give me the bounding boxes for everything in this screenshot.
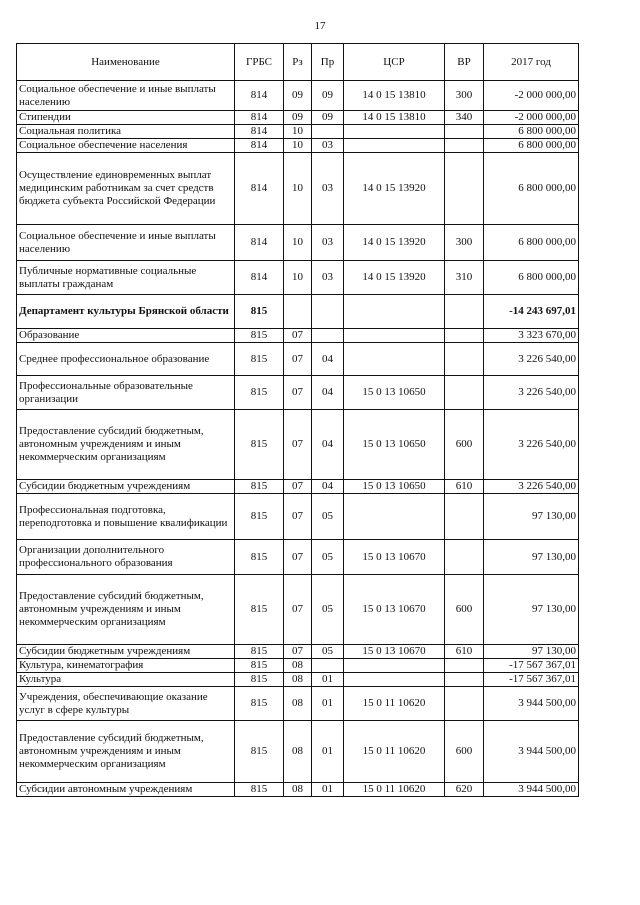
cell-name: Предоставление субсидий бюджетным, автономным учреждениям и иным некоммерческим организациям [17,410,235,480]
cell-rz: 08 [284,659,312,673]
cell-csr [344,295,445,329]
cell-vr: 600 [445,575,484,645]
cell-csr: 14 0 15 13810 [344,111,445,125]
cell-grbs: 815 [235,721,284,783]
cell-grbs: 815 [235,480,284,494]
cell-grbs: 815 [235,410,284,480]
cell-csr: 15 0 13 10670 [344,575,445,645]
cell-amount: 6 800 000,00 [484,225,579,261]
cell-vr: 300 [445,225,484,261]
cell-vr [445,494,484,540]
cell-grbs: 815 [235,376,284,410]
cell-amount: 6 800 000,00 [484,153,579,225]
cell-rz: 07 [284,329,312,343]
table-row [17,645,579,659]
cell-vr: 620 [445,783,484,797]
cell-csr [344,673,445,687]
cell-rz: 10 [284,139,312,153]
cell-pr: 03 [312,261,344,295]
cell-vr [445,329,484,343]
table-row [17,687,579,721]
cell-vr: 300 [445,81,484,111]
cell-vr [445,125,484,139]
cell-amount: -2 000 000,00 [484,81,579,111]
cell-name: Публичные нормативные социальные выплаты гражданам [17,261,235,295]
cell-pr: 09 [312,111,344,125]
table-row [17,376,579,410]
cell-rz: 07 [284,540,312,575]
cell-rz: 08 [284,687,312,721]
cell-csr: 15 0 13 10650 [344,480,445,494]
cell-pr: 03 [312,153,344,225]
cell-rz [284,295,312,329]
cell-pr [312,659,344,673]
cell-pr: 05 [312,540,344,575]
cell-grbs: 814 [235,225,284,261]
cell-vr: 610 [445,480,484,494]
cell-pr [312,295,344,329]
cell-name: Учреждения, обеспечивающие оказание услуг в сфере культуры [17,687,235,721]
cell-vr: 600 [445,721,484,783]
cell-vr [445,673,484,687]
cell-csr: 14 0 15 13810 [344,81,445,111]
cell-vr [445,153,484,225]
cell-name: Департамент культуры Брянской области [17,295,235,329]
cell-vr [445,376,484,410]
table-row [17,261,579,295]
cell-rz: 10 [284,125,312,139]
cell-grbs: 815 [235,494,284,540]
cell-rz: 10 [284,261,312,295]
cell-name: Предоставление субсидий бюджетным, автономным учреждениям и иным некоммерческим организациям [17,575,235,645]
cell-name: Субсидии бюджетным учреждениям [17,645,235,659]
cell-csr: 15 0 13 10650 [344,410,445,480]
header-row [17,44,579,81]
cell-amount: -14 243 697,01 [484,295,579,329]
header-rz: Рз [284,44,312,81]
cell-grbs: 815 [235,659,284,673]
cell-rz: 10 [284,153,312,225]
budget-table [16,43,579,797]
table-row [17,410,579,480]
cell-name: Субсидии автономным учреждениям [17,783,235,797]
cell-vr [445,295,484,329]
cell-vr: 600 [445,410,484,480]
cell-vr: 610 [445,645,484,659]
cell-csr: 15 0 13 10670 [344,645,445,659]
cell-csr [344,494,445,540]
page-number: 17 [314,20,326,32]
cell-pr: 09 [312,81,344,111]
cell-grbs: 814 [235,81,284,111]
cell-name: Культура [17,673,235,687]
cell-rz: 08 [284,783,312,797]
cell-pr [312,329,344,343]
cell-vr [445,687,484,721]
cell-amount: 3 226 540,00 [484,410,579,480]
cell-name: Социальное обеспечение населения [17,139,235,153]
table-row [17,494,579,540]
cell-grbs: 815 [235,343,284,376]
cell-vr: 310 [445,261,484,295]
cell-csr [344,329,445,343]
table-row [17,153,579,225]
cell-pr: 04 [312,480,344,494]
cell-grbs: 814 [235,139,284,153]
cell-grbs: 814 [235,111,284,125]
cell-csr [344,343,445,376]
cell-name: Социальная политика [17,125,235,139]
cell-pr: 03 [312,225,344,261]
cell-amount: 3 226 540,00 [484,376,579,410]
cell-pr: 05 [312,645,344,659]
cell-vr [445,139,484,153]
cell-amount: -17 567 367,01 [484,673,579,687]
cell-csr: 14 0 15 13920 [344,261,445,295]
cell-csr [344,125,445,139]
cell-csr: 14 0 15 13920 [344,153,445,225]
cell-amount: 3 323 670,00 [484,329,579,343]
cell-pr: 04 [312,410,344,480]
cell-grbs: 815 [235,783,284,797]
header-name: Наименование [17,44,235,81]
cell-amount: 3 944 500,00 [484,721,579,783]
cell-amount: 97 130,00 [484,494,579,540]
cell-csr: 14 0 15 13920 [344,225,445,261]
cell-grbs: 815 [235,673,284,687]
cell-name: Предоставление субсидий бюджетным, автономным учреждениям и иным некоммерческим организациям [17,721,235,783]
cell-name: Профессиональные образовательные организации [17,376,235,410]
cell-grbs: 815 [235,329,284,343]
cell-pr: 01 [312,721,344,783]
cell-rz: 07 [284,410,312,480]
cell-name: Культура, кинематография [17,659,235,673]
cell-amount: -2 000 000,00 [484,111,579,125]
cell-pr: 05 [312,494,344,540]
header-amount: 2017 год [484,44,579,81]
table-row [17,111,579,125]
cell-rz: 07 [284,480,312,494]
cell-rz: 10 [284,225,312,261]
cell-pr: 04 [312,376,344,410]
cell-grbs: 815 [235,295,284,329]
cell-grbs: 815 [235,540,284,575]
table-row [17,343,579,376]
cell-grbs: 815 [235,575,284,645]
cell-rz: 09 [284,81,312,111]
cell-amount: 6 800 000,00 [484,139,579,153]
table-row [17,225,579,261]
table-row [17,659,579,673]
cell-grbs: 814 [235,261,284,295]
cell-csr [344,139,445,153]
cell-vr [445,540,484,575]
cell-amount: 97 130,00 [484,575,579,645]
cell-rz: 08 [284,721,312,783]
cell-grbs: 815 [235,687,284,721]
cell-amount: 6 800 000,00 [484,125,579,139]
cell-name: Стипендии [17,111,235,125]
table-row [17,125,579,139]
cell-name: Субсидии бюджетным учреждениям [17,480,235,494]
cell-vr [445,343,484,376]
cell-csr: 15 0 11 10620 [344,783,445,797]
table-row [17,329,579,343]
table-row [17,673,579,687]
cell-grbs: 815 [235,645,284,659]
table-row [17,480,579,494]
cell-name: Осуществление единовременных выплат медицинским работникам за счет средств бюджета субъекта Российской Федерации [17,153,235,225]
cell-rz: 08 [284,673,312,687]
cell-vr: 340 [445,111,484,125]
cell-csr: 15 0 13 10670 [344,540,445,575]
cell-name: Среднее профессиональное образование [17,343,235,376]
cell-pr: 01 [312,783,344,797]
cell-csr [344,659,445,673]
cell-name: Организации дополнительного профессионального образования [17,540,235,575]
cell-amount: 3 226 540,00 [484,480,579,494]
table-row [17,81,579,111]
cell-amount: 97 130,00 [484,645,579,659]
cell-amount: 3 944 500,00 [484,783,579,797]
table-row [17,139,579,153]
cell-name: Социальное обеспечение и иные выплаты населению [17,81,235,111]
cell-rz: 07 [284,645,312,659]
cell-rz: 09 [284,111,312,125]
header-csr: ЦСР [344,44,445,81]
cell-rz: 07 [284,575,312,645]
cell-rz: 07 [284,494,312,540]
cell-name: Социальное обеспечение и иные выплаты населению [17,225,235,261]
cell-amount: -17 567 367,01 [484,659,579,673]
cell-grbs: 814 [235,153,284,225]
cell-name: Образование [17,329,235,343]
table-row [17,721,579,783]
cell-csr: 15 0 11 10620 [344,721,445,783]
cell-amount: 6 800 000,00 [484,261,579,295]
cell-csr: 15 0 11 10620 [344,687,445,721]
cell-csr: 15 0 13 10650 [344,376,445,410]
cell-amount: 97 130,00 [484,540,579,575]
table-row [17,540,579,575]
cell-pr: 03 [312,139,344,153]
cell-pr: 01 [312,673,344,687]
table-row [17,575,579,645]
cell-vr [445,659,484,673]
cell-pr [312,125,344,139]
table-row [17,783,579,797]
cell-name: Профессиональная подготовка, переподготовка и повышение квалификации [17,494,235,540]
cell-rz: 07 [284,343,312,376]
cell-amount: 3 944 500,00 [484,687,579,721]
cell-pr: 04 [312,343,344,376]
cell-pr: 01 [312,687,344,721]
cell-pr: 05 [312,575,344,645]
cell-grbs: 814 [235,125,284,139]
header-pr: Пр [312,44,344,81]
cell-amount: 3 226 540,00 [484,343,579,376]
cell-rz: 07 [284,376,312,410]
header-vr: ВР [445,44,484,81]
header-grbs: ГРБС [235,44,284,81]
table-row [17,295,579,329]
